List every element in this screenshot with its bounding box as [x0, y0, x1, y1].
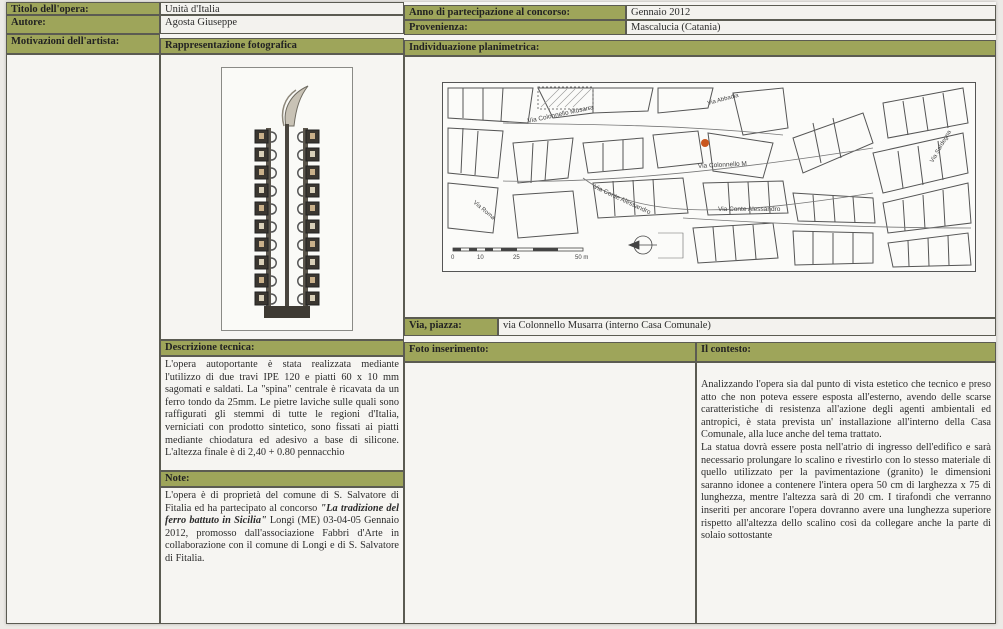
rappresentazione-label: Rappresentazione fotografica	[160, 38, 404, 54]
iron-loop	[271, 258, 276, 268]
foto-label: Foto inserimento:	[404, 342, 696, 362]
coat-of-arms-emblem	[259, 133, 264, 139]
iron-loop	[298, 294, 303, 304]
coat-of-arms-emblem	[259, 187, 264, 193]
north-arrow-icon	[629, 233, 683, 258]
iron-loop	[298, 222, 303, 232]
coat-of-arms-emblem	[310, 151, 315, 157]
coat-of-arms-emblem	[310, 169, 315, 175]
coat-of-arms-emblem	[259, 151, 264, 157]
provenienza-label: Provenienza:	[404, 20, 626, 35]
autore-value: Agosta Giuseppe	[160, 15, 404, 34]
iron-loop	[271, 276, 276, 286]
iron-loop	[298, 276, 303, 286]
svg-text:10: 10	[477, 255, 484, 261]
descrizione-label: Descrizione tecnica:	[160, 340, 404, 356]
coat-of-arms-emblem	[310, 259, 315, 265]
iron-loop	[271, 186, 276, 196]
coat-of-arms-emblem	[310, 241, 315, 247]
coat-of-arms-emblem	[259, 205, 264, 211]
coat-of-arms-emblem	[310, 205, 315, 211]
svg-text:25: 25	[513, 255, 520, 261]
iron-loop	[298, 132, 303, 142]
map-cell	[404, 56, 996, 318]
titolo-value: Unità d'Italia	[160, 2, 404, 15]
coat-of-arms-emblem	[259, 223, 264, 229]
location-marker	[701, 139, 709, 147]
svg-text:0: 0	[451, 255, 455, 261]
individuazione-label: Individuazione planimetrica:	[404, 40, 996, 56]
coat-of-arms-emblem	[259, 277, 264, 283]
street-label: Via Roma	[471, 199, 496, 222]
iron-loop	[298, 186, 303, 196]
coat-of-arms-emblem	[310, 295, 315, 301]
iron-loop	[271, 222, 276, 232]
iron-loop	[271, 294, 276, 304]
street-label: Via Colonnello Musarra	[526, 104, 595, 125]
descrizione-text: L'opera autoportante è stata realizzata mediante l'utilizzo di due travi IPE 120 e piatti 60 x 10 mm sagomati e saldati. La "spina" centrale è ricavata da un ferro tondo da 25mm. Le pietre laviche sulle quali sono raffigurati gli stemmi di tutte le regioni d'Italia, verniciati con prodotto sintetico, sono fissati ai piatti mediante chiodatura ed adesivo a base di silicone. L'altezza finale è di 2,40 + 0.80 pennacchio	[160, 356, 404, 471]
document-sheet	[6, 2, 996, 624]
contesto-label: Il contesto:	[696, 342, 996, 362]
note-text: L'opera è di proprietà del comune di S. Salvatore di Fitalia ed ha partecipato al concorso "La tradizione del ferro battuto in Sicilia" Longi (ME) 03-04-05 Gennaio 2012, promosso dall'associazione Fabbri d'Arte in collaborazione con il comune di Longi e di S. Salvatore di Fitalia.	[160, 487, 404, 624]
svg-text:50 m: 50 m	[575, 255, 589, 261]
iron-loop	[298, 258, 303, 268]
iron-loop	[298, 240, 303, 250]
iron-loop	[298, 168, 303, 178]
foto-body	[404, 362, 696, 624]
via-value: via Colonnello Musarra (interno Casa Comunale)	[498, 318, 996, 336]
autore-label: Autore:	[6, 15, 160, 34]
iron-loop	[298, 204, 303, 214]
sculpture-photo	[221, 67, 353, 331]
provenienza-value: Mascalucia (Catania)	[626, 20, 996, 35]
street-label: Via Conte Alessandro	[718, 206, 781, 213]
titolo-label: Titolo dell'opera:	[6, 2, 160, 15]
rappresentazione-body	[160, 54, 404, 340]
street-label: Via Abbadia	[706, 92, 740, 107]
coat-of-arms-emblem	[259, 241, 264, 247]
iron-loop	[271, 240, 276, 250]
coat-of-arms-emblem	[310, 223, 315, 229]
coat-of-arms-emblem	[310, 277, 315, 283]
coat-of-arms-emblem	[310, 133, 315, 139]
motivazioni-body	[6, 54, 160, 624]
anno-label: Anno di partecipazione al concorso:	[404, 5, 626, 20]
anno-value: Gennaio 2012	[626, 5, 996, 20]
planimetric-map	[442, 82, 976, 272]
note-label: Note:	[160, 471, 404, 487]
coat-of-arms-emblem	[259, 259, 264, 265]
iron-loop	[271, 204, 276, 214]
coat-of-arms-emblem	[259, 169, 264, 175]
via-label: Via, piazza:	[404, 318, 498, 336]
coat-of-arms-emblem	[259, 295, 264, 301]
iron-loop	[271, 132, 276, 142]
iron-loop	[271, 168, 276, 178]
street-label: Via Colonnello M	[697, 160, 748, 170]
coat-of-arms-emblem	[310, 187, 315, 193]
motivazioni-label: Motivazioni dell'artista:	[6, 34, 160, 54]
street-label: Via Conte Alessandro	[592, 183, 652, 217]
contesto-text: Analizzando l'opera sia dal punto di vista estetico che tecnico e preso atto che non poteva essere esposta all'esterno, avendo delle scarse caratteristiche di resistenza all'azione degli agenti ambientali ed antropici, è stata prevista un' installazione all'interno della Casa Comunale, alla luce anche del tema trattato. La statua dovrà essere posta nell'atrio di ingresso dell'edifico e sarà necessario prolungare lo scalino e rivestirlo con lo stesso materiale di quello utilizzato per la pavimentazione (granito) le dimensioni saranno idonee a contenere l'intera opera 50 cm di larghezza x 75 di lunghezza, mentre l'altezza sarà di 20 cm. I tirafondi che verranno inseriti per ancorare l'opera dovranno avere una lunghezza superiore rispetto all'altezza dello scalino così da collegare anche la parte di solaio sottostante	[696, 362, 996, 624]
iron-loop	[271, 150, 276, 160]
scale-bar	[451, 248, 588, 261]
street-label: Via Sardegna	[929, 129, 953, 164]
iron-loop	[298, 150, 303, 160]
